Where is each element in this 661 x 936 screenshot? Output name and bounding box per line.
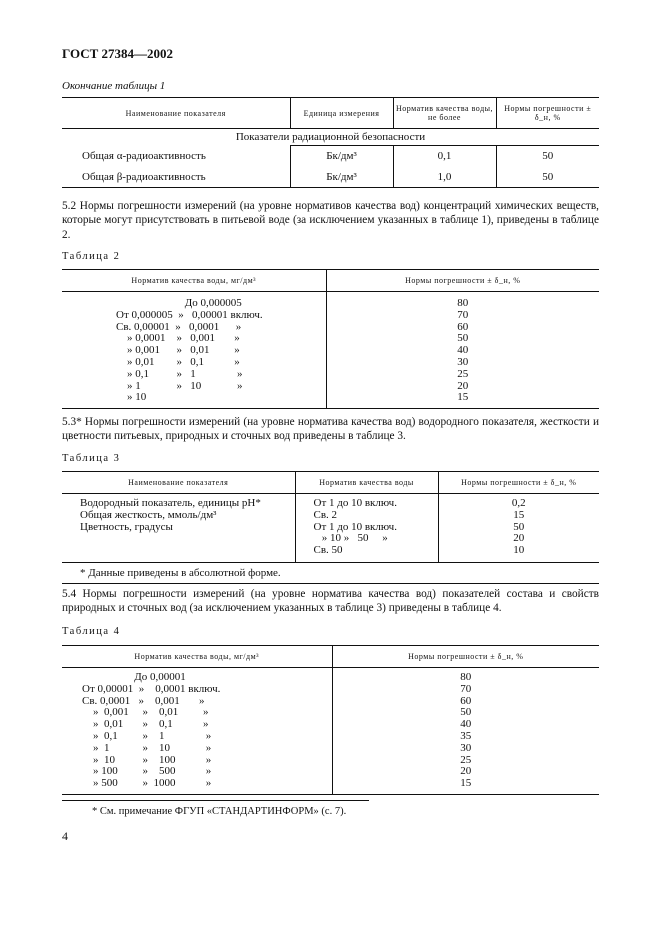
table-row-range: От 0,000005 » 0,00001 включ. (116, 308, 263, 321)
table-row-range: » 0,1 » 1 » (82, 729, 212, 742)
t1-row1-name: Общая α-радиоактивность (82, 150, 206, 162)
document-header: ГОСТ 27384—2002 (62, 46, 174, 61)
table-row-error: 80 (457, 297, 469, 309)
table-row-range: Св. 0,00001 » 0,0001 » (116, 320, 242, 333)
t4-header-error: Нормы погрешности ± δ_н, % (332, 646, 599, 668)
table-row-name: Общая жесткость, ммоль/дм³ (80, 508, 217, 521)
t3-header-norm: Норматив качества воды (295, 472, 438, 494)
paragraph-5-4: 5.4 Нормы погрешности измерений (на уровне норматива качества вод) показателей состава и свойств природных и сточных вод (за исключением указанных в таблице 3) приведены в таблице 4. (62, 588, 599, 615)
table-row-error: 30 (457, 355, 469, 368)
t2-header-error: Нормы погрешности ± δ_н, % (326, 270, 599, 292)
t4-errors (332, 668, 599, 795)
table-row-error: 30 (460, 741, 472, 754)
table-row-error: 60 (460, 694, 472, 707)
table3-label: Таблица 3 (62, 453, 121, 464)
table-3 (62, 471, 599, 584)
t1-row1-unit: Бк/дм³ (290, 146, 393, 167)
table-row-range: Св. 0,0001 » 0,001 » (82, 694, 205, 707)
table-4 (62, 645, 599, 795)
t1-row2-name: Общая β-радиоактивность (62, 167, 290, 188)
table-row-name: Водородный показатель, единицы рН* (80, 497, 261, 509)
table-row-error: 50 (513, 520, 525, 533)
t3-header-error: Нормы погрешности ± δ_н, % (438, 472, 599, 494)
t1-row2-unit: Бк/дм³ (290, 167, 393, 188)
t3-note: * Данные приведены в абсолютной форме. (62, 562, 599, 583)
t3-names (62, 494, 295, 563)
table-row-error: 40 (460, 718, 472, 731)
t1-row1-norm: 0,1 (393, 146, 496, 167)
table-row-range: До 0,00001 (82, 671, 186, 683)
table-row-error: 60 (457, 320, 469, 333)
t2-errors (326, 292, 599, 409)
page-number: 4 (62, 829, 68, 843)
table-row-error: 15 (513, 508, 525, 521)
t1-row2-norm: 1,0 (393, 167, 496, 188)
table-row-range: » 10 » 100 » (82, 753, 212, 766)
footnote: * См. примечание ФГУП «СТАНДАРТИНФОРМ» (с. 7). (92, 806, 347, 817)
t1-header-unit: Единица измерения (290, 98, 393, 129)
table-row-range: От 0,00001 » 0,0001 включ. (82, 682, 221, 695)
t1-header-norm: Норматив качества воды, не более (393, 98, 496, 129)
table-2 (62, 269, 599, 409)
table-row-error: 15 (457, 391, 469, 404)
table-row-error: 80 (460, 671, 472, 683)
table-row-error: 50 (457, 332, 469, 345)
table-row-range: » 1 » 10 » (116, 379, 243, 392)
table-row-norm: Св. 2 (313, 508, 338, 521)
t1-header-error: Нормы погрешности ± δ_н, % (496, 98, 599, 129)
table-row-range: » 1 » 10 » (82, 741, 212, 754)
table-row-error: 35 (460, 729, 472, 742)
table-row-range: » 0,001 » 0,01 » (82, 706, 209, 719)
footnote-separator (62, 800, 369, 801)
table4-label: Таблица 4 (62, 626, 121, 637)
table-row-norm: От 1 до 10 включ. (313, 520, 397, 533)
t3-header-name: Наименование показателя (62, 472, 295, 494)
table-row-error: 20 (460, 765, 472, 778)
t1-row2-error: 50 (496, 167, 599, 188)
t2-ranges (62, 292, 326, 409)
table-row-error: 70 (457, 308, 469, 321)
t3-norms (295, 494, 438, 563)
t4-header-norm: Норматив качества воды, мг/дм³ (62, 646, 332, 668)
table-row-error: 20 (513, 532, 525, 545)
table-row-error: 25 (460, 753, 472, 766)
t1-section-title: Показатели радиационной безопасности (235, 131, 426, 143)
table-row-range: » 0,01 » 0,1 » (116, 355, 240, 368)
table-row-range: » 0,0001 » 0,001 » (116, 332, 240, 345)
table-row-range: » 100 » 500 » (82, 765, 212, 778)
paragraph-5-3: 5.3* Нормы погрешности измерений (на уровне норматива качества вод) водородного показателя, жесткости и цветности питьевых, природных и сточных вод приведены в таблице 3. (62, 416, 599, 443)
table-row-norm: Св. 50 (313, 544, 343, 557)
table-row-error: 15 (460, 777, 472, 790)
table-row-error: 70 (460, 682, 472, 695)
table1-caption: Окончание таблицы 1 (62, 80, 166, 92)
t2-header-norm: Норматив качества воды, мг/дм³ (62, 270, 326, 292)
table-row-range: » 0,1 » 1 » (116, 367, 243, 380)
table-row-range: » 0,01 » 0,1 » (82, 718, 209, 731)
table-1 (62, 97, 599, 188)
t4-ranges (62, 668, 332, 795)
t1-header-name: Наименование показателя (62, 98, 290, 129)
table-row-error: 25 (457, 367, 469, 380)
table-row-error: 10 (513, 544, 525, 557)
table-row-error: 20 (457, 379, 469, 392)
t1-row1-error: 50 (496, 146, 599, 167)
table-row-error: 50 (460, 706, 472, 719)
table-row-range: До 0,000005 (116, 297, 242, 309)
table-row-norm: От 1 до 10 включ. (313, 497, 397, 509)
table2-label: Таблица 2 (62, 251, 121, 262)
table-row-range: » 500 » 1000 » (82, 777, 212, 790)
table-row-error: 40 (457, 344, 469, 357)
t3-errors (438, 494, 599, 563)
table-row-error: 0,2 (511, 497, 526, 509)
table-row-norm: » 10 » 50 » (313, 532, 388, 545)
paragraph-5-2: 5.2 Нормы погрешности измерений (на уровне нормативов качества вод) концентраций химических веществ, которые могут присутствовать в питьевой воде (за исключением указанных в таблице 1), приведены в таблице 2. (62, 200, 599, 241)
table-row-name: Цветность, градусы (80, 520, 173, 533)
table-row-range: » 0,001 » 0,01 » (116, 344, 240, 357)
table-row-range: » 10 (116, 391, 147, 404)
